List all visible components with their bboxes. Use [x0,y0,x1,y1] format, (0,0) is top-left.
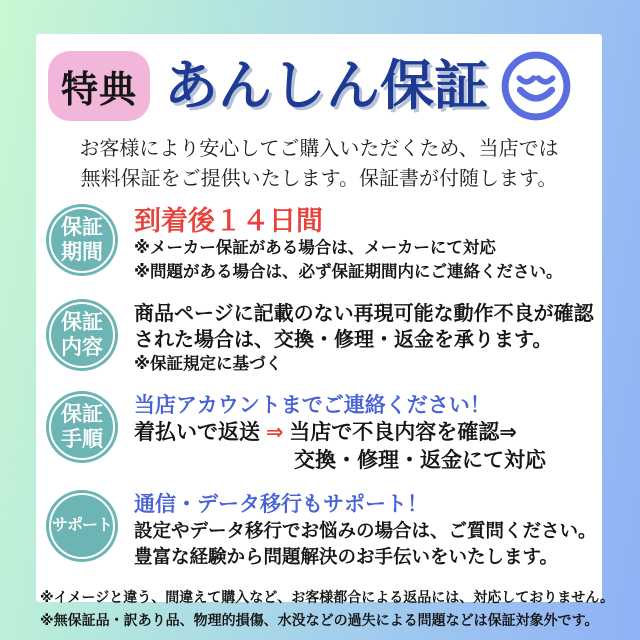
disclaimer-line1: ※イメージと違う、間違えて購入など、お客様都合による返品には、対応しておりません。 [40,588,615,605]
support-line1: 設定やデータ移行でお悩みの場合は、ご質問ください。 [134,520,597,541]
section-support [46,490,597,570]
intro-line-2: 無料保証をご提供いたします。保証書が付随します。 [80,168,558,190]
circle-label-line2: 期間 [61,241,103,264]
support-circle [46,490,118,562]
intro-text [50,134,588,194]
step-text-post: 当店で不良内容を確認⇒ [283,421,517,445]
warranty-period-body [134,204,563,285]
support-title: 通信・データ移行もサポート！ [134,492,428,516]
warranty-procedure-title: 当店アカウントまでご連絡ください！ [134,393,491,417]
circle-label-line1: サポート [51,517,112,535]
step-text-pre: 着払いで返送 [134,421,266,445]
intro-line-1: お客様により安心してご購入いただくため、当店では [79,138,559,160]
warranty-procedure-step [134,419,546,447]
section-warranty-content [46,299,594,377]
warranty-period-note2: ※問題がある場合は、必ず保証期間内にご連絡ください。 [134,262,563,281]
warranty-content-line1: 商品ページに記載のない再現可能な動作不良が確認 [134,302,594,325]
section-warranty-procedure [46,391,594,476]
warranty-procedure-circle [46,391,118,463]
warranty-sections [36,204,602,570]
warranty-card [36,34,615,628]
section-warranty-period [46,204,594,285]
warranty-procedure-body [134,391,546,476]
support-line2: 豊富な経験から問題解決のお手伝いをいたします。 [134,545,559,567]
warranty-content-note: ※保証規定に基づく [134,354,283,373]
circle-label-line1: 保証 [61,402,103,426]
warranty-content-circle [46,299,118,371]
warranty-content-line2: された場合は、交換・修理・返金を承ります。 [134,328,553,351]
header [48,48,594,124]
support-body [134,490,597,570]
footer-disclaimers [40,586,615,632]
circle-label-line1: 保証 [61,310,103,334]
circle-label-line1: 保証 [61,215,103,239]
page-title: あんしん保証 [164,56,488,116]
smiling-face-icon [498,48,574,124]
disclaimer-line2: ※無保証品・訳あり品、物理的損傷、水没などの過失による問題などは保証対象外です。 [40,611,599,628]
benefit-badge-label: 特典 [61,69,137,110]
warranty-procedure-result: 交換・修理・返金にて対応 [294,449,546,473]
warranty-period-title: 到着後１４日間 [134,206,323,236]
benefit-badge [48,51,150,121]
warranty-content-body [134,299,594,377]
circle-label-line2: 手順 [61,427,103,451]
warranty-period-circle [46,204,118,276]
red-arrow-icon: ⇒ [265,421,284,445]
circle-label-line2: 内容 [61,335,103,359]
warranty-period-note1: ※メーカー保証がある場合は、メーカーにて対応 [134,239,496,258]
